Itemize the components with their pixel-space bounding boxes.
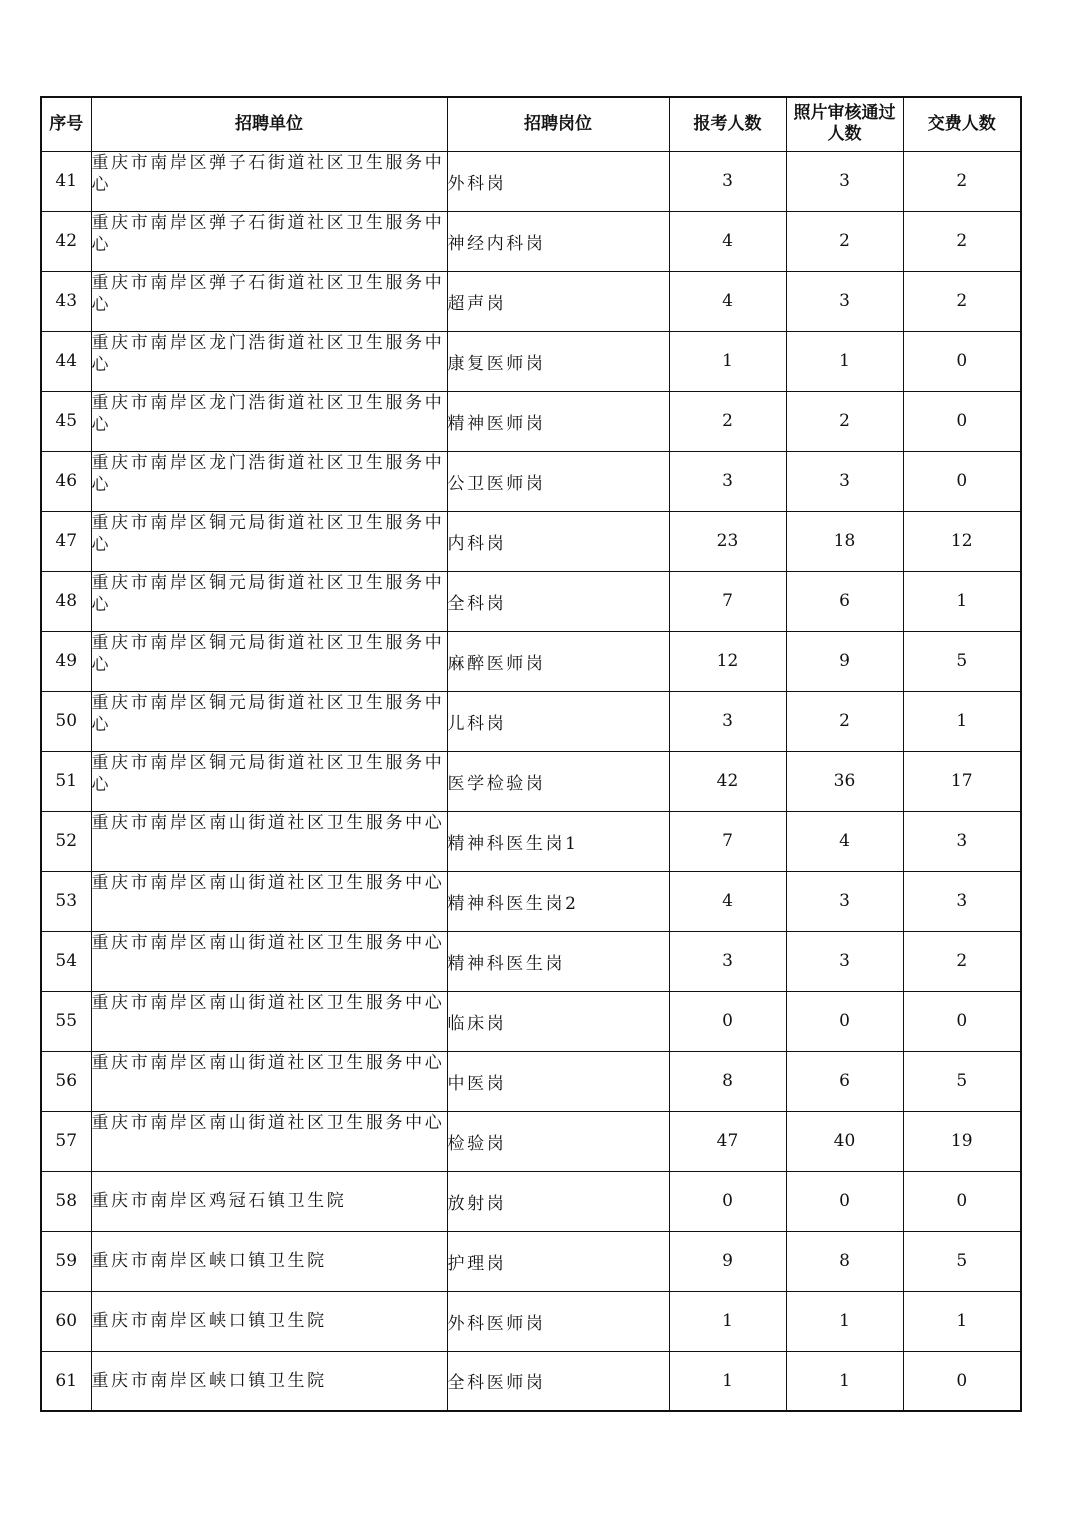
cell-photo-passed: 36: [786, 751, 903, 811]
table-row: [41, 1171, 1021, 1231]
cell-photo-passed: 2: [786, 211, 903, 271]
cell-unit: 重庆市南岸区南山街道社区卫生服务中心: [91, 991, 447, 1051]
table-row: [41, 1231, 1021, 1291]
cell-photo-passed: 8: [786, 1231, 903, 1291]
table-row: [41, 391, 1021, 451]
cell-paid: 0: [903, 1351, 1021, 1411]
cell-photo-passed: 3: [786, 451, 903, 511]
cell-unit: 重庆市南岸区铜元局街道社区卫生服务中心: [91, 691, 447, 751]
cell-post: 放射岗: [447, 1171, 669, 1231]
cell-applied: 4: [669, 871, 786, 931]
cell-post: 全科岗: [447, 571, 669, 631]
header-seq: 序号: [41, 97, 91, 151]
cell-post: 全科医师岗: [447, 1351, 669, 1411]
cell-photo-passed: 3: [786, 871, 903, 931]
cell-applied: 3: [669, 451, 786, 511]
cell-post: 神经内科岗: [447, 211, 669, 271]
cell-seq: 61: [41, 1351, 91, 1411]
cell-unit: 重庆市南岸区铜元局街道社区卫生服务中心: [91, 751, 447, 811]
cell-unit: 重庆市南岸区铜元局街道社区卫生服务中心: [91, 511, 447, 571]
cell-applied: 1: [669, 331, 786, 391]
header-applied: 报考人数: [669, 97, 786, 151]
table-row: [41, 151, 1021, 211]
cell-photo-passed: 6: [786, 571, 903, 631]
cell-paid: 5: [903, 1051, 1021, 1111]
cell-unit: 重庆市南岸区龙门浩街道社区卫生服务中心: [91, 331, 447, 391]
cell-post: 外科岗: [447, 151, 669, 211]
cell-post: 临床岗: [447, 991, 669, 1051]
cell-post: 麻醉医师岗: [447, 631, 669, 691]
cell-post: 外科医师岗: [447, 1291, 669, 1351]
table-row: [41, 751, 1021, 811]
cell-seq: 59: [41, 1231, 91, 1291]
cell-photo-passed: 1: [786, 1351, 903, 1411]
cell-seq: 49: [41, 631, 91, 691]
cell-applied: 3: [669, 691, 786, 751]
cell-unit: 重庆市南岸区龙门浩街道社区卫生服务中心: [91, 391, 447, 451]
cell-unit: 重庆市南岸区弹子石街道社区卫生服务中心: [91, 271, 447, 331]
cell-photo-passed: 2: [786, 691, 903, 751]
cell-post: 精神科医生岗1: [447, 811, 669, 871]
table-row: [41, 511, 1021, 571]
cell-paid: 3: [903, 871, 1021, 931]
cell-seq: 57: [41, 1111, 91, 1171]
cell-unit: 重庆市南岸区南山街道社区卫生服务中心: [91, 1111, 447, 1171]
table-header-row: [41, 97, 1021, 151]
cell-seq: 53: [41, 871, 91, 931]
cell-photo-passed: 0: [786, 1171, 903, 1231]
cell-unit: 重庆市南岸区弹子石街道社区卫生服务中心: [91, 151, 447, 211]
cell-seq: 54: [41, 931, 91, 991]
cell-applied: 1: [669, 1291, 786, 1351]
cell-seq: 58: [41, 1171, 91, 1231]
cell-unit: 重庆市南岸区南山街道社区卫生服务中心: [91, 811, 447, 871]
cell-applied: 8: [669, 1051, 786, 1111]
cell-paid: 5: [903, 1231, 1021, 1291]
table-row: [41, 1351, 1021, 1411]
cell-photo-passed: 3: [786, 271, 903, 331]
recruitment-table: [40, 96, 1022, 1412]
cell-unit: 重庆市南岸区龙门浩街道社区卫生服务中心: [91, 451, 447, 511]
table-row: [41, 1111, 1021, 1171]
cell-paid: 12: [903, 511, 1021, 571]
cell-seq: 45: [41, 391, 91, 451]
cell-applied: 1: [669, 1351, 786, 1411]
cell-applied: 23: [669, 511, 786, 571]
table-row: [41, 451, 1021, 511]
cell-paid: 2: [903, 211, 1021, 271]
table-row: [41, 811, 1021, 871]
header-photo-passed: 照片审核通过人数: [786, 97, 903, 151]
cell-applied: 47: [669, 1111, 786, 1171]
cell-applied: 7: [669, 571, 786, 631]
cell-paid: 5: [903, 631, 1021, 691]
cell-photo-passed: 3: [786, 931, 903, 991]
cell-post: 检验岗: [447, 1111, 669, 1171]
cell-applied: 9: [669, 1231, 786, 1291]
cell-unit: 重庆市南岸区铜元局街道社区卫生服务中心: [91, 571, 447, 631]
cell-post: 儿科岗: [447, 691, 669, 751]
cell-photo-passed: 3: [786, 151, 903, 211]
cell-post: 超声岗: [447, 271, 669, 331]
cell-post: 护理岗: [447, 1231, 669, 1291]
cell-paid: 1: [903, 691, 1021, 751]
cell-unit: 重庆市南岸区峡口镇卫生院: [91, 1231, 447, 1291]
cell-applied: 0: [669, 1171, 786, 1231]
cell-seq: 60: [41, 1291, 91, 1351]
cell-photo-passed: 6: [786, 1051, 903, 1111]
header-post: 招聘岗位: [447, 97, 669, 151]
cell-applied: 42: [669, 751, 786, 811]
table-body: [41, 151, 1021, 1411]
cell-post: 康复医师岗: [447, 331, 669, 391]
cell-post: 中医岗: [447, 1051, 669, 1111]
cell-photo-passed: 9: [786, 631, 903, 691]
cell-seq: 44: [41, 331, 91, 391]
table-row: [41, 931, 1021, 991]
header-paid: 交费人数: [903, 97, 1021, 151]
cell-photo-passed: 18: [786, 511, 903, 571]
cell-paid: 3: [903, 811, 1021, 871]
cell-seq: 50: [41, 691, 91, 751]
cell-applied: 4: [669, 211, 786, 271]
cell-seq: 41: [41, 151, 91, 211]
cell-applied: 7: [669, 811, 786, 871]
cell-paid: 2: [903, 151, 1021, 211]
cell-photo-passed: 0: [786, 991, 903, 1051]
cell-seq: 42: [41, 211, 91, 271]
cell-photo-passed: 40: [786, 1111, 903, 1171]
cell-paid: 0: [903, 451, 1021, 511]
cell-post: 精神医师岗: [447, 391, 669, 451]
cell-unit: 重庆市南岸区峡口镇卫生院: [91, 1351, 447, 1411]
cell-post: 医学检验岗: [447, 751, 669, 811]
cell-paid: 2: [903, 271, 1021, 331]
table-row: [41, 691, 1021, 751]
table-row: [41, 991, 1021, 1051]
cell-seq: 55: [41, 991, 91, 1051]
cell-post: 内科岗: [447, 511, 669, 571]
cell-unit: 重庆市南岸区峡口镇卫生院: [91, 1291, 447, 1351]
cell-paid: 19: [903, 1111, 1021, 1171]
cell-seq: 52: [41, 811, 91, 871]
table-row: [41, 271, 1021, 331]
cell-unit: 重庆市南岸区鸡冠石镇卫生院: [91, 1171, 447, 1231]
cell-photo-passed: 1: [786, 331, 903, 391]
table-row: [41, 1291, 1021, 1351]
cell-seq: 47: [41, 511, 91, 571]
header-unit: 招聘单位: [91, 97, 447, 151]
cell-applied: 12: [669, 631, 786, 691]
cell-seq: 43: [41, 271, 91, 331]
cell-unit: 重庆市南岸区弹子石街道社区卫生服务中心: [91, 211, 447, 271]
cell-seq: 56: [41, 1051, 91, 1111]
cell-unit: 重庆市南岸区南山街道社区卫生服务中心: [91, 931, 447, 991]
cell-seq: 51: [41, 751, 91, 811]
cell-applied: 3: [669, 931, 786, 991]
cell-post: 精神科医生岗: [447, 931, 669, 991]
cell-post: 公卫医师岗: [447, 451, 669, 511]
cell-photo-passed: 4: [786, 811, 903, 871]
table-row: [41, 631, 1021, 691]
table-row: [41, 1051, 1021, 1111]
cell-paid: 1: [903, 1291, 1021, 1351]
cell-paid: 17: [903, 751, 1021, 811]
cell-applied: 2: [669, 391, 786, 451]
table-row: [41, 871, 1021, 931]
cell-unit: 重庆市南岸区南山街道社区卫生服务中心: [91, 1051, 447, 1111]
cell-photo-passed: 1: [786, 1291, 903, 1351]
cell-seq: 48: [41, 571, 91, 631]
cell-unit: 重庆市南岸区铜元局街道社区卫生服务中心: [91, 631, 447, 691]
cell-seq: 46: [41, 451, 91, 511]
cell-applied: 4: [669, 271, 786, 331]
cell-unit: 重庆市南岸区南山街道社区卫生服务中心: [91, 871, 447, 931]
cell-paid: 0: [903, 391, 1021, 451]
cell-post: 精神科医生岗2: [447, 871, 669, 931]
cell-photo-passed: 2: [786, 391, 903, 451]
cell-paid: 0: [903, 1171, 1021, 1231]
cell-paid: 2: [903, 931, 1021, 991]
table-row: [41, 211, 1021, 271]
cell-paid: 0: [903, 331, 1021, 391]
table-row: [41, 331, 1021, 391]
cell-applied: 3: [669, 151, 786, 211]
cell-paid: 1: [903, 571, 1021, 631]
cell-paid: 0: [903, 991, 1021, 1051]
cell-applied: 0: [669, 991, 786, 1051]
table-row: [41, 571, 1021, 631]
